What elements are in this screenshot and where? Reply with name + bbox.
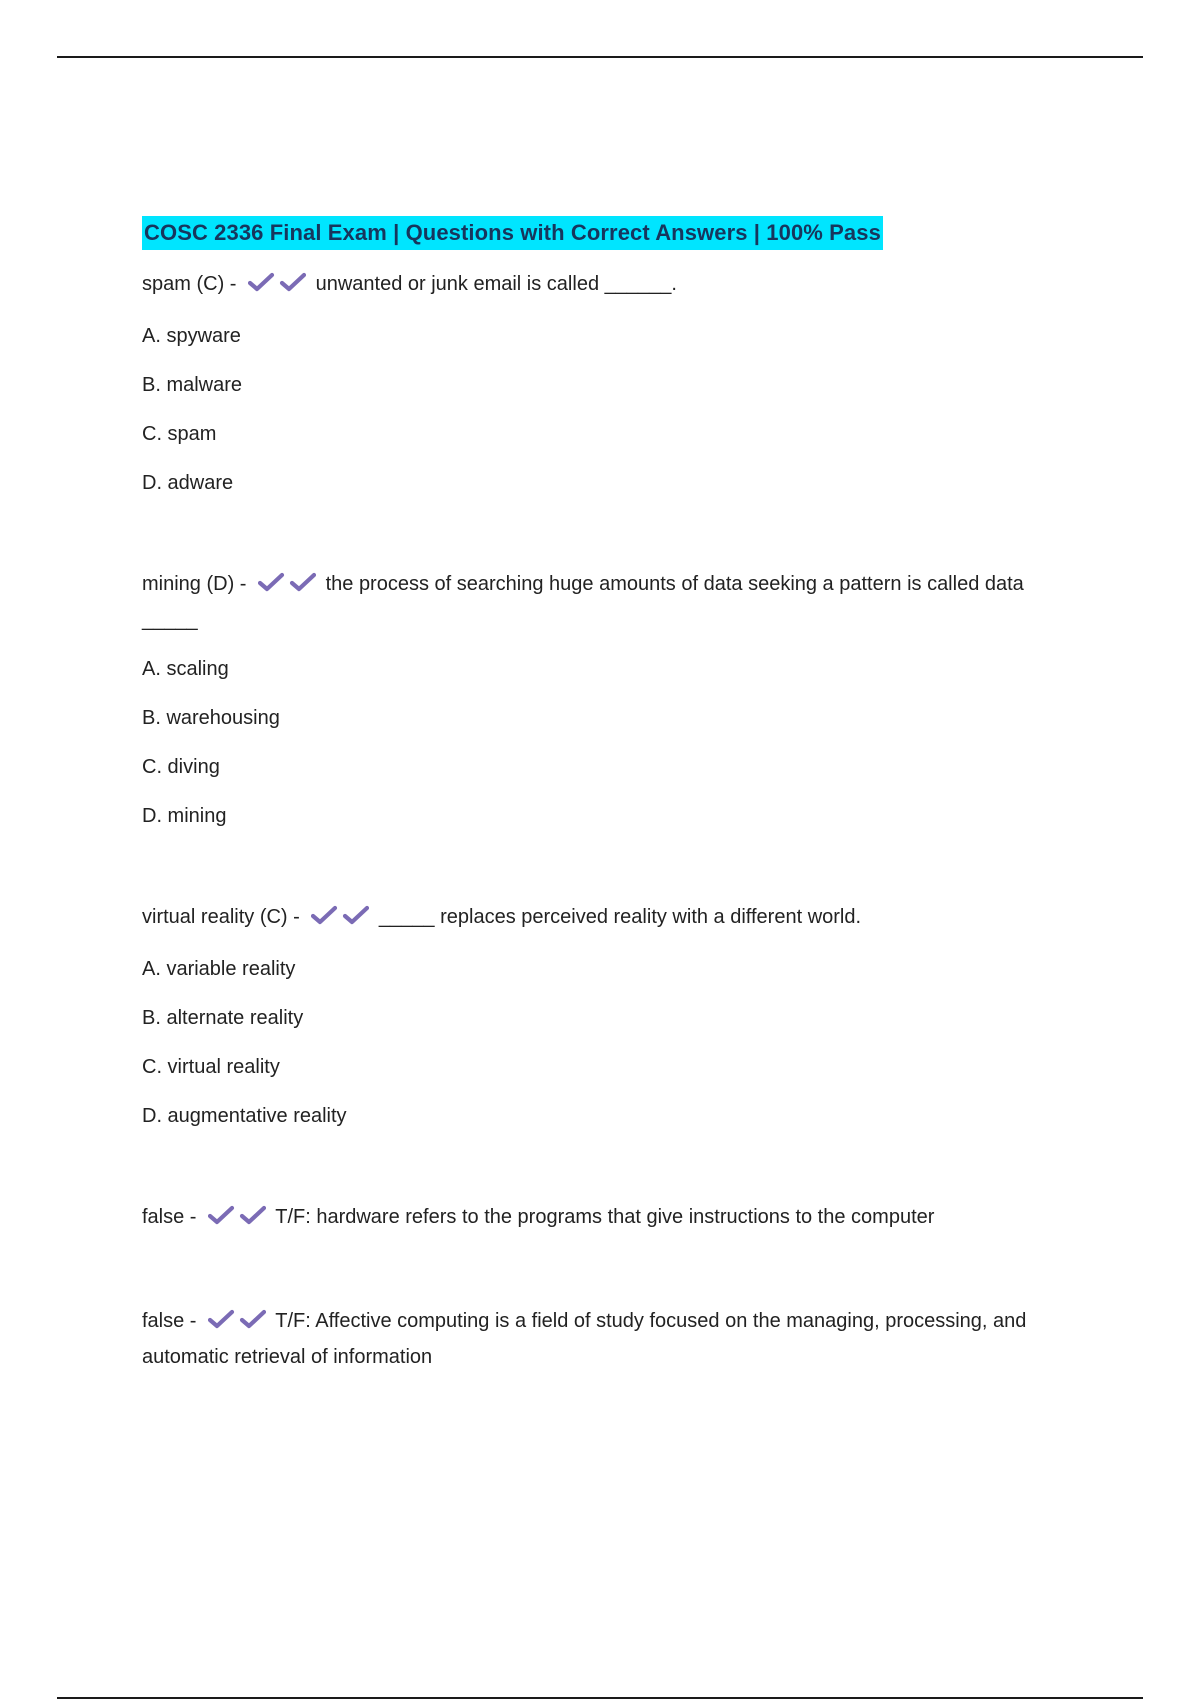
document-body (142, 216, 1042, 1390)
top-rule (57, 56, 1143, 58)
document-title: COSC 2336 Final Exam | Questions with Correct Answers | 100% Pass (142, 216, 883, 250)
option-a: A. spyware (142, 325, 241, 347)
question-prompt: T/F: Affective computing is a field of study focused on the managing, processing, and automatic retrieval of information (142, 1310, 1027, 1368)
question-line (142, 1201, 1042, 1237)
double-check-icon (208, 1204, 266, 1237)
option-c: C. diving (142, 756, 220, 778)
option-b: B. alternate reality (142, 1007, 304, 1029)
question-3 (142, 901, 1042, 1133)
question-prompt: _____ replaces perceived reality with a different world. (378, 906, 862, 928)
option-c: C. virtual reality (142, 1056, 280, 1078)
option-b: B. malware (142, 374, 243, 396)
question-line (142, 568, 1042, 637)
question-line (142, 901, 1042, 937)
answer-text: mining (D) - (142, 573, 247, 595)
question-prompt: unwanted or junk email is called ______. (315, 273, 677, 295)
question-prompt: the process of searching huge amounts of data seeking a pattern is called data _____ (142, 573, 1024, 631)
question-5 (142, 1305, 1042, 1374)
option-d: D. mining (142, 805, 227, 827)
option-a: A. variable reality (142, 958, 296, 980)
question-line (142, 1305, 1042, 1374)
option-d: D. adware (142, 472, 234, 494)
question-1 (142, 268, 1042, 500)
option-d: D. augmentative reality (142, 1105, 347, 1127)
option-c: C. spam (142, 423, 217, 445)
option-b: B. warehousing (142, 707, 280, 729)
question-2 (142, 568, 1042, 833)
double-check-icon (311, 904, 369, 937)
answer-text: false - (142, 1206, 197, 1228)
question-4 (142, 1201, 1042, 1237)
question-prompt: T/F: hardware refers to the programs that give instructions to the computer (275, 1206, 935, 1228)
double-check-icon (258, 571, 316, 604)
answer-text: virtual reality (C) - (142, 906, 300, 928)
question-line (142, 268, 1042, 304)
double-check-icon (248, 271, 306, 304)
bottom-rule (57, 1697, 1143, 1699)
option-a: A. scaling (142, 658, 229, 680)
double-check-icon (208, 1308, 266, 1341)
answer-text: spam (C) - (142, 273, 237, 295)
answer-text: false - (142, 1310, 197, 1332)
